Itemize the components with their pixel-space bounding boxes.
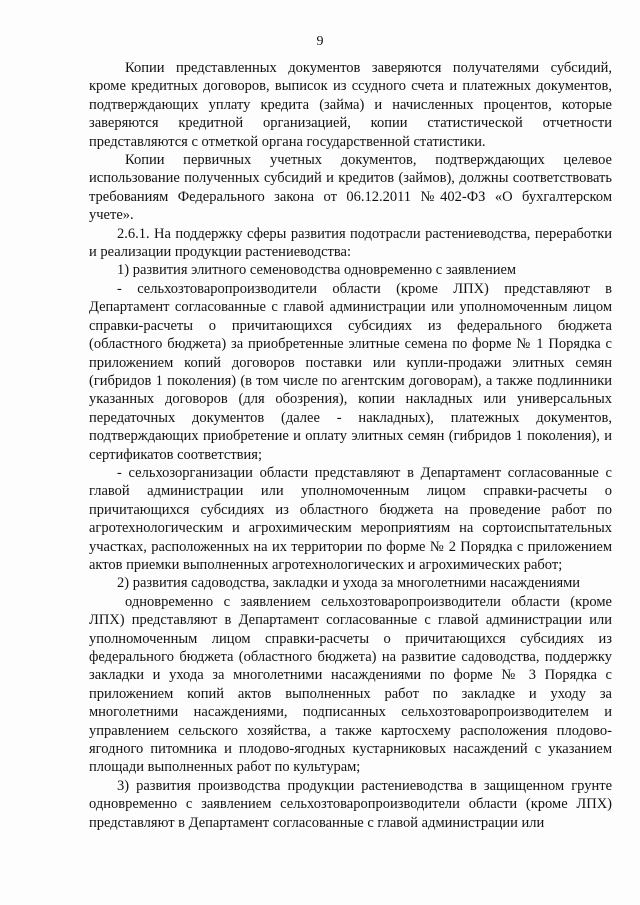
paragraph-section-2-6-1: 2.6.1. На поддержку сферы развития подотрасли растениеводства, переработки и реализации продукции растениеводства: — [89, 225, 612, 261]
page-number: 9 — [316, 34, 324, 49]
paragraph-copies-certification: Копии представленных документов заверяются получателями субсидий, кроме кредитных договоров, выписок из ссудного счета и платежных документов, подтверждающих уплату кредита (займа) и начисленных процентов, которые заверяются кредитной организацией, копии статистической отчетности представляются с отметкой органа государственной статистики. — [89, 60, 612, 150]
paragraph-item-1-organizations: - сельхозорганизации области представляют в Департамент согласованные с главой администрации или уполномоченным лицом справки-расчеты о причитающихся субсидиях из областного бюджета на проведение работ по агротехнологическим и агрохимическим мероприятиям на сортоиспытательных участках, расположенных на их территории по форме № 2 Порядка с приложением актов приемки выполненных агротехнологических и агрохимических работ; — [89, 464, 612, 573]
paragraph-item-1-producers: - сельхозтоваропроизводители области (кроме ЛПХ) представляют в Департамент согласованные с главой администрации или уполномоченным лицом справки-расчеты о причитающихся субсидиях из федерального бюджета (областного бюджета) за приобретенные элитные семена по форме № 1 Порядка с приложением копий договоров поставки или купли-продажи элитных семян (гибридов 1 поколения) (в том числе по агентским договорам), а также подлинники указанных договоров (для обозрения), копии накладных или универсальных передаточных документов (далее - накладных), платежных документов, подтверждающих приобретение и оплату элитных семян (гибридов 1 поколения), и сертификатов соответствия; — [89, 280, 612, 463]
paragraph-primary-documents: Копии первичных учетных документов, подтверждающих целевое использование полученных субсидий и кредитов (займов), должны соответствовать требованиям Федерального закона от 06.12.2011 №402-ФЗ «О бухгалтерском учете». — [89, 152, 612, 224]
paragraph-item-3: 3) развития производства продукции растениеводства в защищенном грунте одновременно с заявлением сельхозтоваропроизводители области (кроме ЛПХ) представляют в Департамент согласованные с главой администрации или — [89, 777, 612, 831]
paragraph-item-2-heading: 2) развития садоводства, закладки и ухода за многолетними насаждениями — [117, 575, 581, 592]
paragraph-item-2-body: одновременно с заявлением сельхозтоваропроизводители области (кроме ЛПХ) представляют в Департамент согласованные с главой администрации или уполномоченным лицом справки-расчеты о причитающихся субсидиях из федерального бюджета (областного бюджета) на развитие садоводства, поддержку закладки и ухода за многолетними насаждениями по форме № 3 Порядка с приложением копий актов выполненных работ по закладке и уходу за многолетними насаждениями, подписанных сельхозтоваропроизводителем и управлением сельского хозяйства, а также картосхему расположения плодово-ягодного питомника и плодово-ягодных кустарниковых насаждений с указанием площади выполненных работ по культурам; — [89, 593, 612, 776]
paragraph-item-1-heading: 1) развития элитного семеноводства одновременно с заявлением — [117, 262, 517, 279]
document-body — [89, 59, 612, 832]
